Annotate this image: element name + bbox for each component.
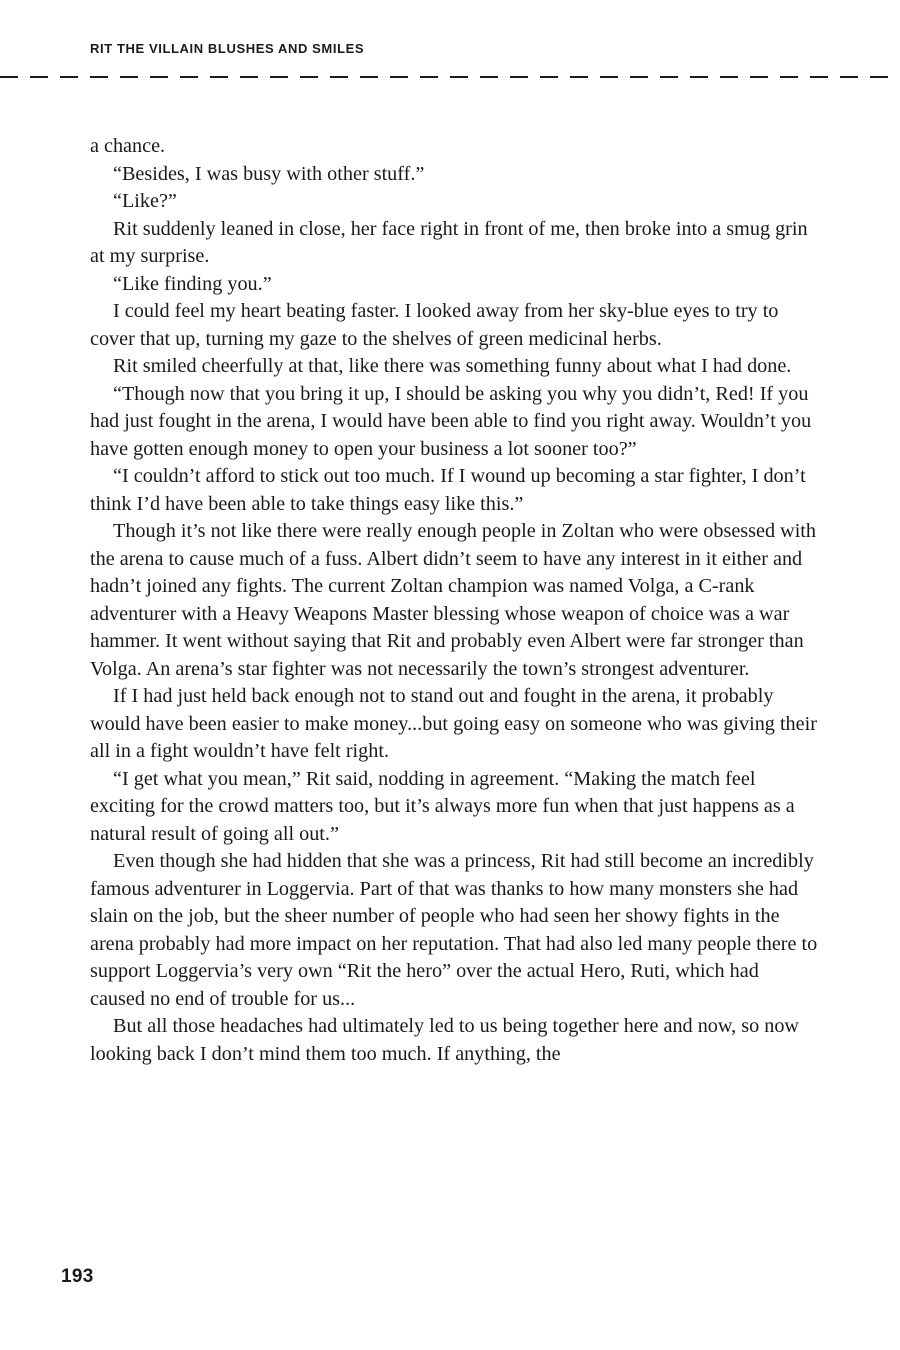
page-number: 193 (61, 1266, 94, 1287)
paragraph: “Like finding you.” (113, 272, 272, 295)
running-head: RIT THE VILLAIN BLUSHES AND SMILES (90, 41, 365, 56)
paragraph: “Though now that you bring it up, I should be asking you why you didn’t, Red! If you had just fought in the arena, I would have been able to find you right away. Wouldn’t you have gotten enough money to open your business a lot sooner too?” (90, 382, 812, 460)
paragraph: Rit suddenly leaned in close, her face right in front of me, then broke into a smug grin at my surprise. (90, 217, 808, 267)
paragraph: “I couldn’t afford to stick out too much. If I wound up becoming a star fighter, I don’t think I’d have been able to take things easy like this.” (90, 465, 806, 515)
paragraph: “I get what you mean,” Rit said, nodding in agreement. “Making the match feel exciting for the crowd matters too, but it’s always more fun when that just happens as a natural result of going all out.” (90, 767, 795, 845)
body-text (90, 133, 818, 1068)
paragraph: Though it’s not like there were really enough people in Zoltan who were obsessed with the arena to cause much of a fuss. Albert didn’t seem to have any interest in it either and hadn’t joined any fights. The current Zoltan champion was named Volga, a C-rank adventurer with a Heavy Weapons Master blessing whose weapon of choice was a war hammer. It went without saying that Rit and probably even Albert were far stronger than Volga. An arena’s star fighter was not necessarily the town’s strongest adventurer. (90, 520, 817, 680)
paragraph: a chance. (90, 135, 166, 157)
paragraph: I could feel my heart beating faster. I looked away from her sky-blue eyes to try to cover that up, turning my gaze to the shelves of green medicinal herbs. (90, 300, 779, 350)
paragraph: “Like?” (113, 190, 177, 212)
paragraph: Even though she had hidden that she was a princess, Rit had still become an incredibly famous adventurer in Loggervia. Part of that was thanks to how many monsters she had slain on the job, but the sheer number of people who had seen her showy fights in the arena probably had more impact on her reputation. That had also led many people there to support Loggervia’s very own “Rit the hero” over the actual Hero, Ruti, which had caused no end of trouble for us... (90, 850, 818, 1010)
paragraph: “Besides, I was busy with other stuff.” (113, 162, 425, 185)
paragraph: If I had just held back enough not to stand out and fought in the arena, it probably would have been easier to make money...but going easy on someone who was giving their all in a fight wouldn’t have felt right. (90, 685, 817, 762)
paragraph: Rit smiled cheerfully at that, like there was something funny about what I had done. (113, 355, 792, 377)
dashed-divider (0, 76, 900, 78)
paragraph: But all those headaches had ultimately led to us being together here and now, so now looking back I don’t mind them too much. If anything, the (90, 1015, 800, 1065)
